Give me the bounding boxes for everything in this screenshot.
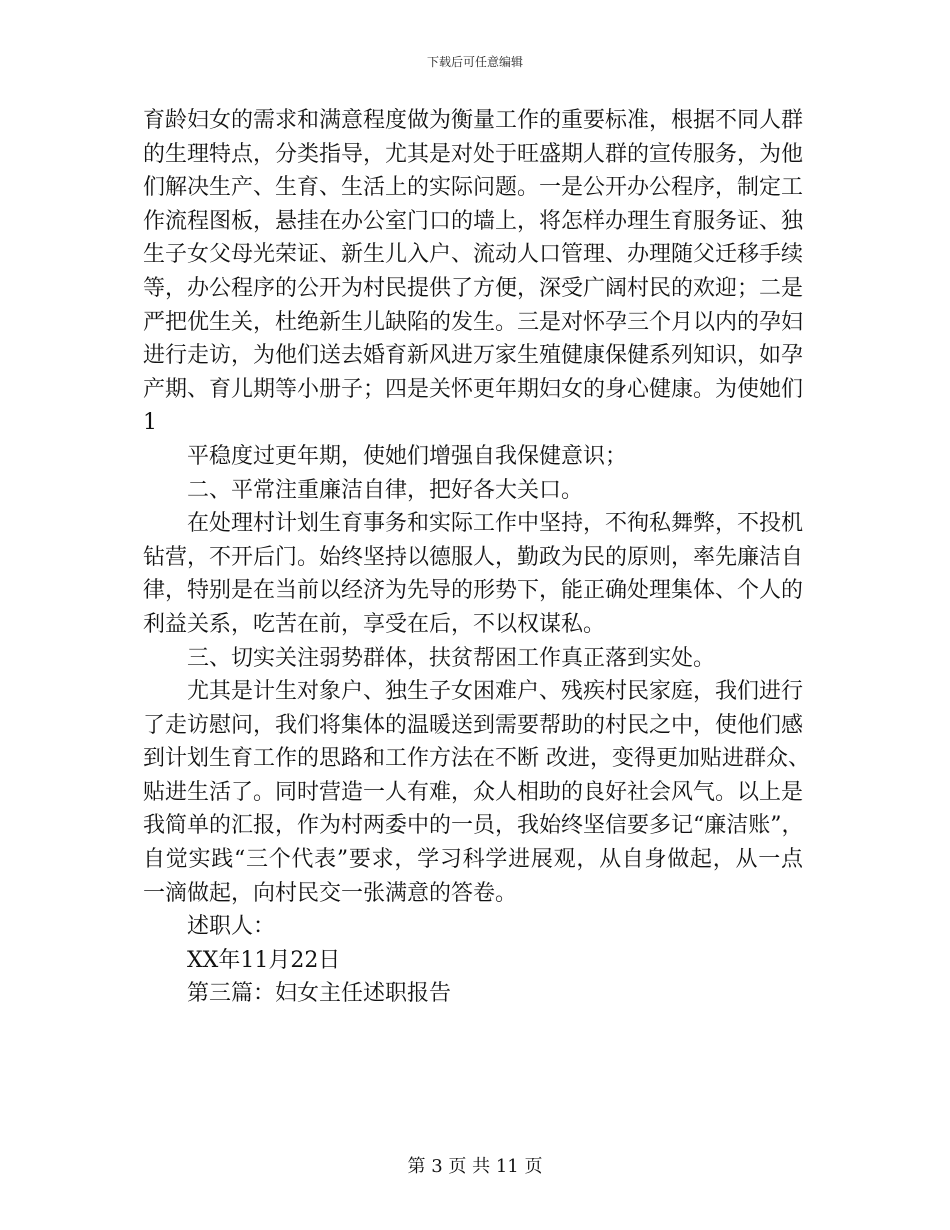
text-line: 利益关系，吃苦在前，享受在后，不以权谋私。 bbox=[143, 611, 606, 637]
text-line: 的生理特点，分类指导，尤其是对处于旺盛期人群的宣传服务，为他 bbox=[143, 141, 804, 167]
date-line: XX年11月22日 bbox=[187, 947, 341, 973]
text-line: 等，办公程序的公开为村民提供了方便，深受广阔村民的欢迎；二是 bbox=[143, 275, 804, 301]
page-header: 下载后可任意编辑 bbox=[426, 55, 523, 69]
text-line: 我简单的汇报，作为村两委中的一员，我始终坚信要多记“廉洁账”， bbox=[143, 813, 804, 839]
text-line: 进行走访，为他们送去婚育新风进万家生殖健康保健系列知识，如孕 bbox=[143, 343, 804, 369]
page-footer: 第 3 页 共 11 页 bbox=[407, 1156, 543, 1177]
text-line: 平稳度过更年期，使她们增强自我保健意识； bbox=[187, 443, 628, 469]
text-line: 自觉实践“三个代表”要求，学习科学进展观，从自身做起，从一点 bbox=[143, 847, 803, 873]
signature-label: 述职人： bbox=[187, 914, 276, 940]
text-line: 律，特别是在当前以经济为先导的形势下，能正确处理集体、个人的 bbox=[143, 578, 804, 604]
text-line: 们解决生产、生育、生活上的实际问题。一是公开办公程序，制定工 bbox=[143, 175, 804, 201]
page-marker: 1 bbox=[143, 410, 157, 436]
text-line: 到计划生育工作的思路和工作方法在不断 改进，变得更加贴进群众、 bbox=[143, 746, 810, 772]
text-line: 贴进生活了。同时营造一人有难，众人相助的良好社会风气。以上是 bbox=[143, 779, 804, 805]
text-line: 在处理村计划生育事务和实际工作中坚持，不徇私舞弊，不投机 bbox=[187, 511, 804, 537]
document-body bbox=[143, 104, 810, 1011]
text-line: 一滴做起，向村民交一张满意的答卷。 bbox=[143, 880, 518, 906]
chapter-title: 第三篇：妇女主任述职报告 bbox=[187, 981, 452, 1007]
text-line: 严把优生关，杜绝新生儿缺陷的发生。三是对怀孕三个月以内的孕妇 bbox=[143, 309, 804, 335]
text-line: 育龄妇女的需求和满意程度做为衡量工作的重要标准，根据不同人群 bbox=[143, 108, 804, 133]
text-line: 作流程图板，悬挂在办公室门口的墙上，将怎样办理生育服务证、独 bbox=[143, 208, 804, 234]
text-line: 产期、育儿期等小册子；四是关怀更年期妇女的身心健康。为使她们 bbox=[143, 376, 804, 402]
text-line: 了走访慰问，我们将集体的温暖送到需要帮助的村民之中，使他们感 bbox=[143, 712, 804, 738]
section-heading: 二、平常注重廉洁自律，把好各大关口。 bbox=[187, 477, 584, 503]
text-line: 尤其是计生对象户、独生子女困难户、残疾村民家庭，我们进行 bbox=[187, 679, 804, 705]
text-line: 生子女父母光荣证、新生儿入户、流动人口管理、办理随父迁移手续 bbox=[143, 242, 804, 268]
text-line: 钻营，不开后门。始终坚持以德服人，勤政为民的原则，率先廉洁自 bbox=[143, 544, 804, 570]
section-heading: 三、切实关注弱势群体，扶贫帮困工作真正落到实处。 bbox=[187, 645, 716, 671]
